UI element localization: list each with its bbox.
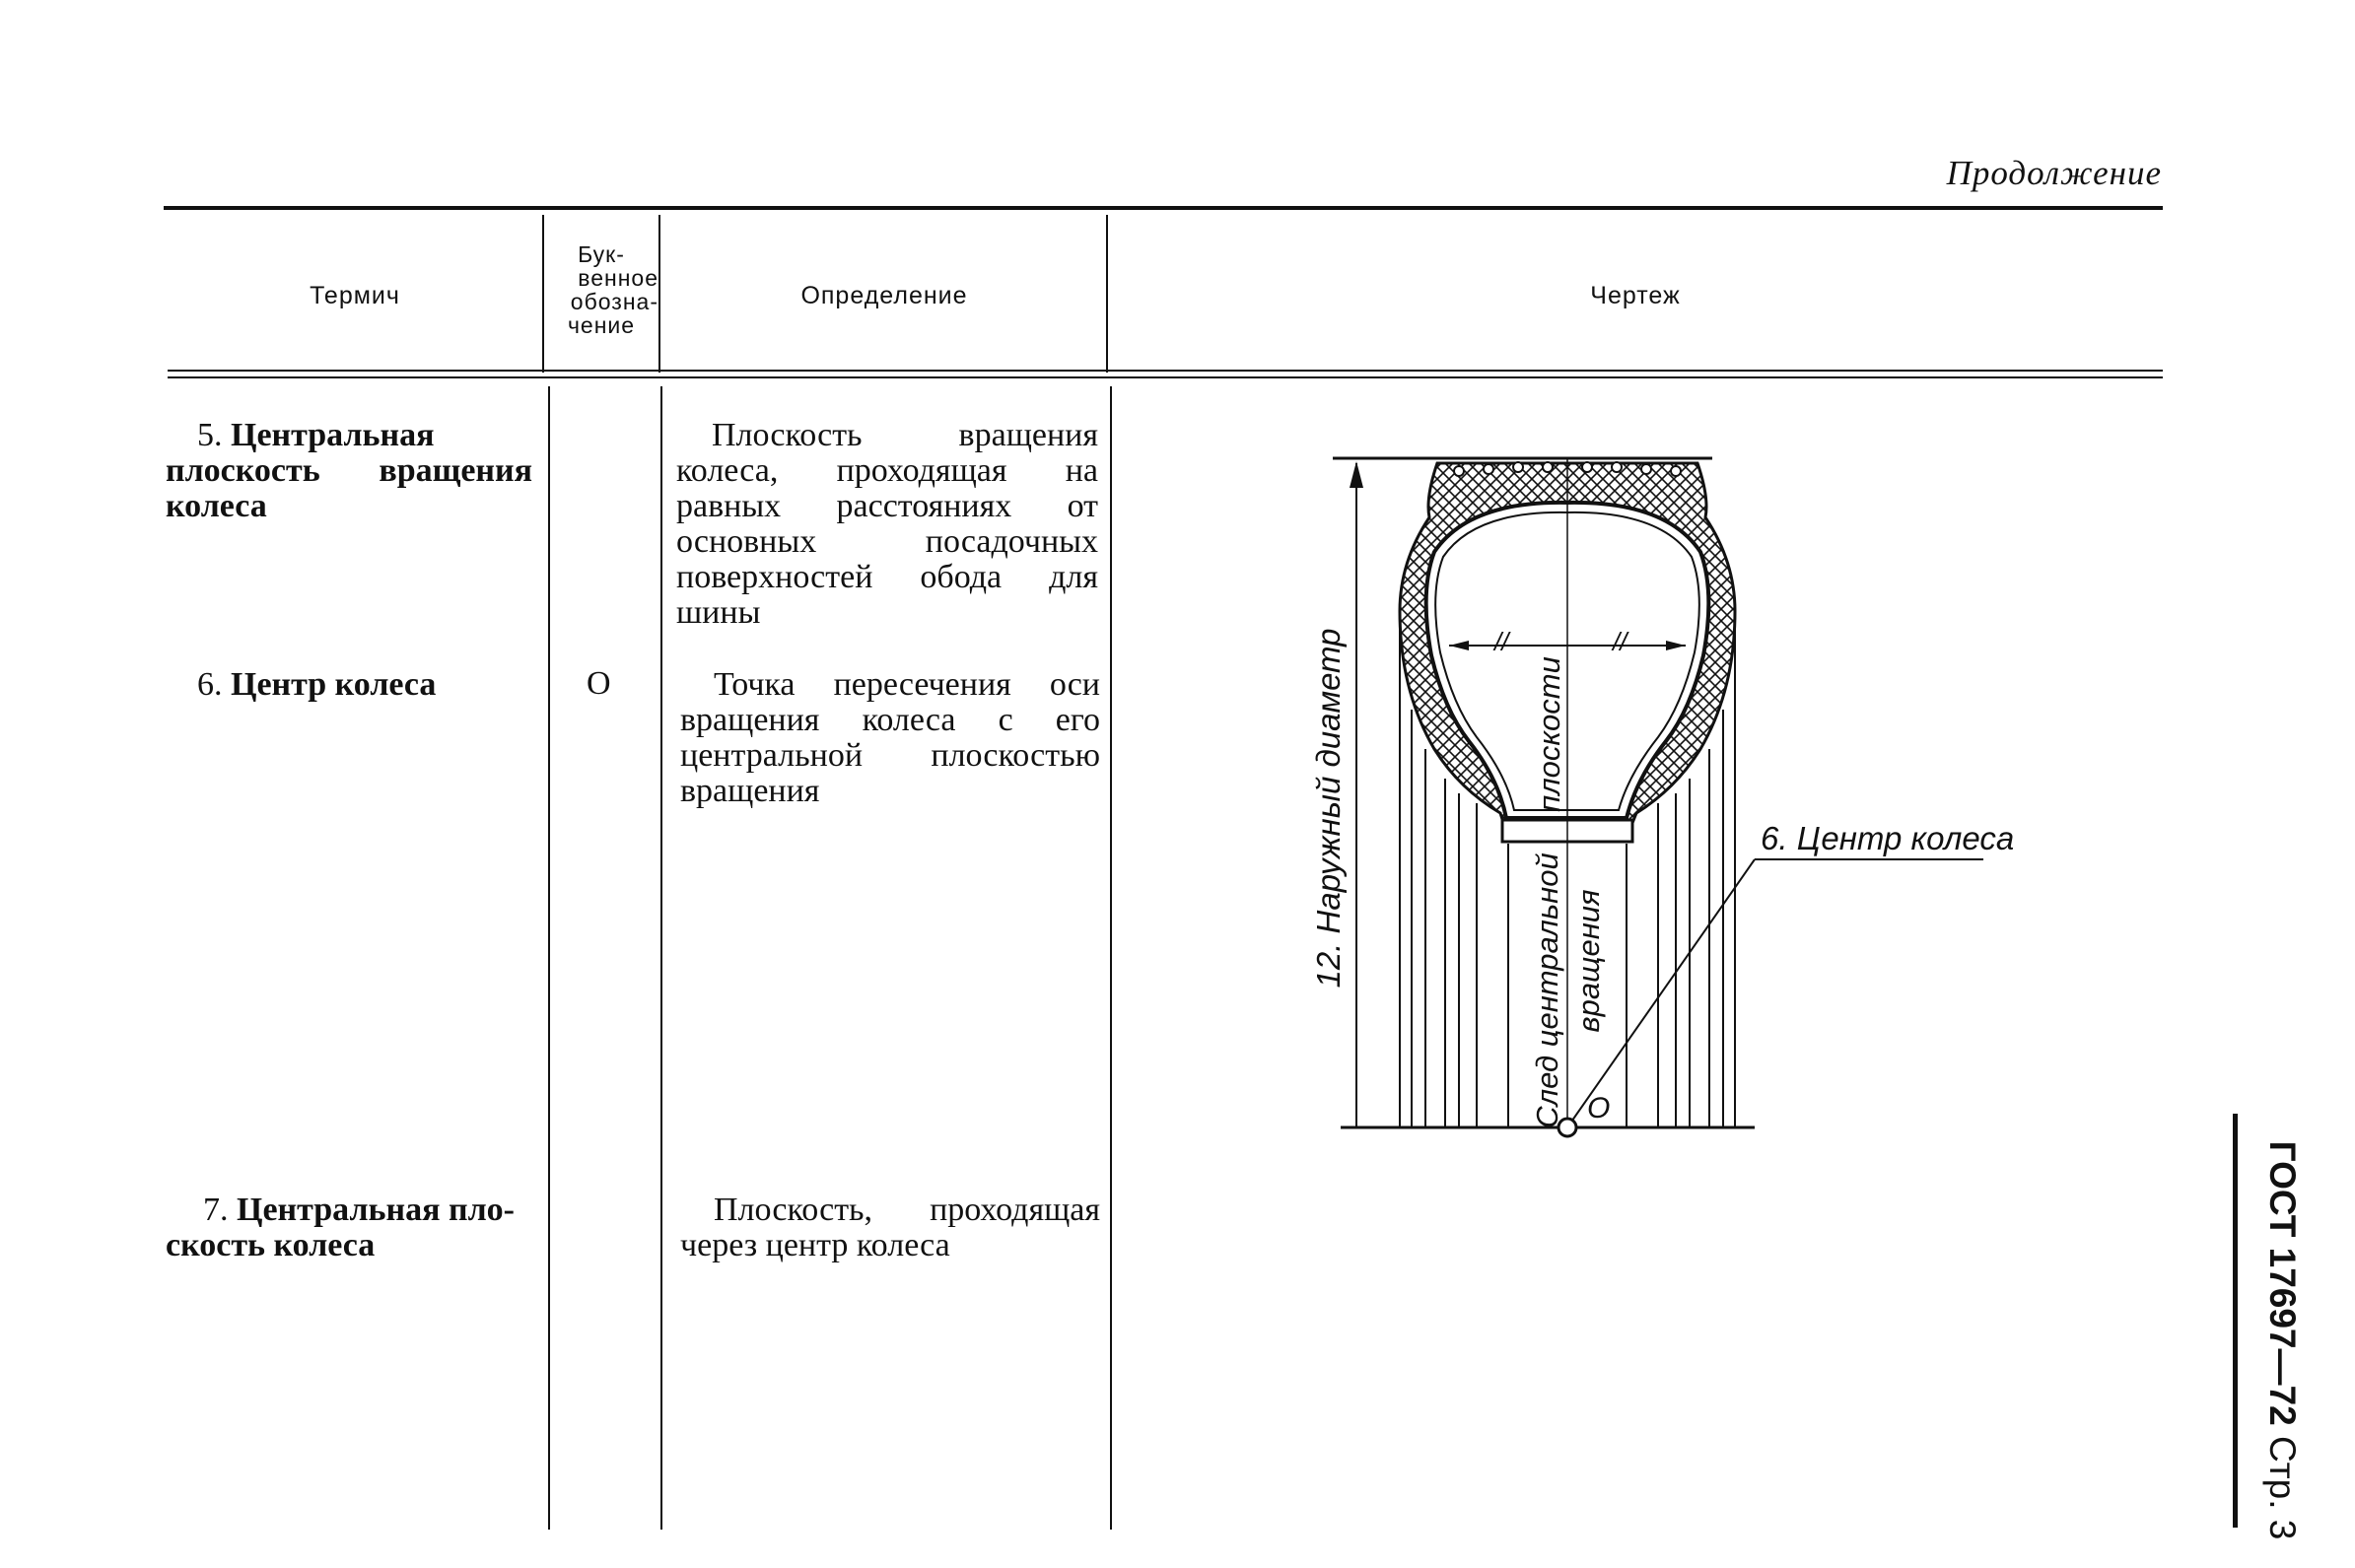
def-6-line-4: вращения xyxy=(680,773,820,809)
symbol-header-line-1: Бук- xyxy=(578,241,625,267)
term-row-5 xyxy=(166,418,532,524)
page-number: Стр. 3 xyxy=(2262,1435,2303,1540)
def-5-line-6: шины xyxy=(676,594,761,631)
side-rule xyxy=(2233,1114,2238,1528)
trace-label-line-2: плоскости xyxy=(1532,656,1566,812)
def-6-line-2: вращения колеса с его xyxy=(680,702,1100,738)
column-divider-2-body xyxy=(660,386,662,1530)
symbol-header-line-4: чение xyxy=(567,312,636,338)
term-7-line-1 xyxy=(166,1193,542,1228)
header-bottom-rule-1 xyxy=(168,370,2163,372)
term-7-line-2: скость колеса xyxy=(166,1227,376,1263)
symbol-header-line-2: венное xyxy=(578,265,658,291)
def-7-line-2: через центр колеса xyxy=(680,1227,950,1263)
column-header-term: Термич xyxy=(310,282,400,309)
def-5-line-5: поверхностей обода для xyxy=(676,559,1098,595)
definition-row-7 xyxy=(680,1193,1100,1263)
def-5-line-4: основных посадочных xyxy=(676,523,1098,560)
continuation-label: Продолжение xyxy=(1946,154,2162,192)
term-row-6 xyxy=(197,667,532,703)
standard-label xyxy=(2261,1141,2303,1540)
column-header-drawing: Чертеж xyxy=(1590,282,1681,309)
term-5-line-1 xyxy=(166,418,532,453)
column-divider-2 xyxy=(658,215,660,373)
column-divider-3-body xyxy=(1110,386,1112,1530)
def-5-line-2: колеса, проходящая на xyxy=(676,452,1098,489)
column-divider-1-body xyxy=(548,386,550,1530)
def-5-line-3: равных расстояниях от xyxy=(676,488,1098,524)
term-6-number: 6. xyxy=(197,666,223,703)
def-6-line-1: Точка пересечения оси xyxy=(714,666,1100,703)
symbol-row-6: О xyxy=(587,665,611,702)
term-6-text: Центр колеса xyxy=(231,666,437,703)
def-7-line-1: Плоскость, проходящая xyxy=(714,1192,1100,1228)
outer-diameter-label: 12. Наружный диаметр xyxy=(1310,628,1347,989)
diameter-arrow-top xyxy=(1350,461,1363,488)
definition-row-5 xyxy=(676,418,1098,631)
term-5-text-1: Центральная xyxy=(231,417,435,453)
wheel-drawing xyxy=(1281,434,2050,1163)
term-7-text-1: Центральная пло- xyxy=(237,1192,515,1228)
center-point-label: О xyxy=(1587,1092,1611,1125)
term-5-line-3: колеса xyxy=(166,488,267,524)
trace-label-line-1: След центральной xyxy=(1530,852,1564,1128)
column-header-symbol xyxy=(544,242,658,337)
term-row-7 xyxy=(166,1193,542,1263)
trace-label-line-3: вращения xyxy=(1571,889,1606,1033)
term-5-number: 5. xyxy=(197,417,223,453)
equal-mark-left: // xyxy=(1494,627,1509,656)
def-5-line-1: Плоскость вращения xyxy=(712,417,1098,453)
equal-mark-right: // xyxy=(1613,627,1628,656)
term-7-number: 7. xyxy=(203,1192,229,1228)
column-header-definition: Определение xyxy=(800,282,968,309)
def-6-line-3: центральной плоскостью xyxy=(680,737,1100,774)
symbol-header-line-3: обозна- xyxy=(570,289,658,314)
standard-number: ГОСТ 17697—72 xyxy=(2262,1140,2303,1426)
header-bottom-rule-2 xyxy=(168,376,2163,378)
term-5-line-2: плоскость вращения xyxy=(166,452,532,489)
wheel-center-label: 6. Центр колеса xyxy=(1761,820,2015,856)
table-top-rule xyxy=(164,206,2163,210)
definition-row-6 xyxy=(680,667,1100,809)
